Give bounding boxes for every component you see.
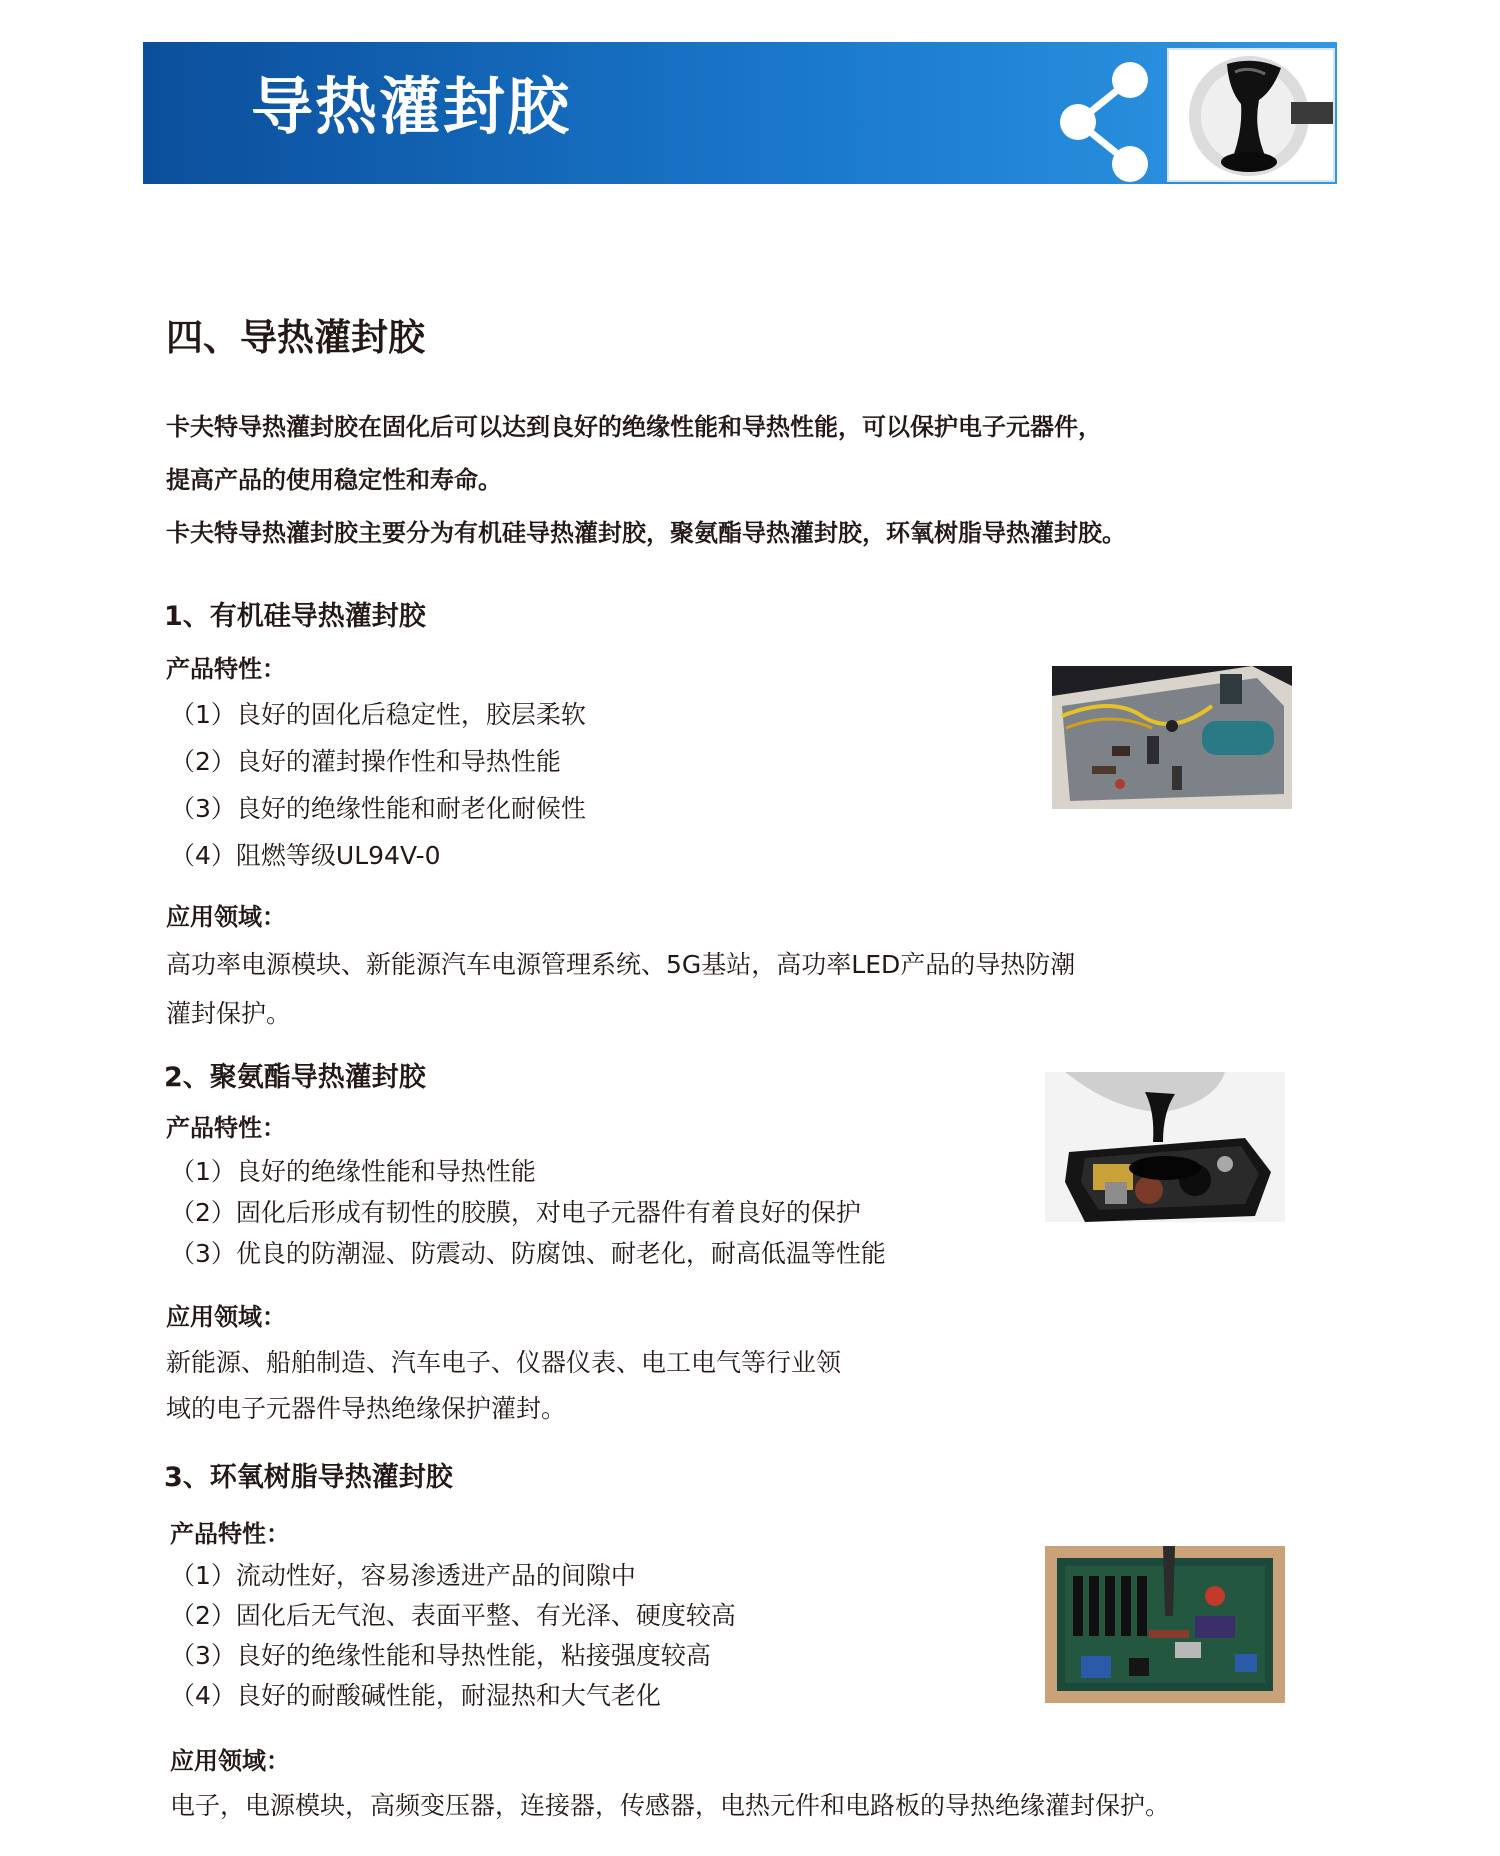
feature-item: （2）固化后无气泡、表面平整、有光泽、硬度较高 <box>170 1601 736 1630</box>
glue-pour-photo <box>1167 48 1335 182</box>
application-text: 电子，电源模块，高频变压器，连接器，传感器，电热元件和电路板的导热绝缘灌封保护。 <box>170 1791 1171 1820</box>
feature-item: （1）良好的绝缘性能和导热性能 <box>170 1157 536 1186</box>
feature-item: （2）固化后形成有韧性的胶膜，对电子元器件有着良好的保护 <box>170 1198 861 1227</box>
application-text: 域的电子元器件导热绝缘保护灌封。 <box>166 1394 567 1423</box>
polyurethane-pour-photo <box>1045 1072 1285 1222</box>
feature-item: （1）流动性好，容易渗透进产品的间隙中 <box>170 1561 636 1590</box>
feature-item: （3）优良的防潮湿、防震动、防腐蚀、耐老化，耐高低温等性能 <box>170 1239 886 1268</box>
section-title-epoxy: 3、环氧树脂导热灌封胶 <box>164 1462 453 1493</box>
feature-item: （3）良好的绝缘性能和导热性能，粘接强度较高 <box>170 1641 711 1670</box>
page-title: 四、导热灌封胶 <box>166 316 425 359</box>
features-label: 产品特性： <box>166 1114 286 1142</box>
banner-title: 导热灌封胶 <box>251 70 572 143</box>
silicone-pcb-photo <box>1052 666 1292 809</box>
application-label: 应用领域： <box>166 1303 286 1331</box>
feature-item: （3）良好的绝缘性能和耐老化耐候性 <box>170 794 586 823</box>
application-text: 新能源、船舶制造、汽车电子、仪器仪表、电工电气等行业领 <box>166 1348 842 1377</box>
feature-item: （1）良好的固化后稳定性，胶层柔软 <box>170 700 586 729</box>
intro-line-2: 提高产品的使用稳定性和寿命。 <box>166 466 502 494</box>
application-label: 应用领域： <box>166 903 286 931</box>
application-label: 应用领域： <box>170 1747 290 1775</box>
intro-line-1: 卡夫特导热灌封胶在固化后可以达到良好的绝缘性能和导热性能，可以保护电子元器件， <box>166 413 1102 441</box>
section-title-silicone: 1、有机硅导热灌封胶 <box>164 601 426 632</box>
epoxy-pcb-photo <box>1045 1546 1285 1703</box>
feature-item: （4）阻燃等级UL94V-0 <box>170 841 441 870</box>
feature-item: （2）良好的灌封操作性和导热性能 <box>170 747 561 776</box>
intro-line-3: 卡夫特导热灌封胶主要分为有机硅导热灌封胶，聚氨酯导热灌封胶，环氧树脂导热灌封胶。 <box>166 519 1126 547</box>
application-text: 高功率电源模块、新能源汽车电源管理系统、5G基站，高功率LED产品的导热防潮 <box>166 950 1076 979</box>
feature-item: （4）良好的耐酸碱性能，耐湿热和大气老化 <box>170 1681 661 1710</box>
features-label: 产品特性： <box>166 655 286 683</box>
application-text: 灌封保护。 <box>166 999 292 1028</box>
features-label: 产品特性： <box>170 1520 290 1548</box>
header-banner <box>143 42 1337 184</box>
section-title-polyurethane: 2、聚氨酯导热灌封胶 <box>164 1062 426 1093</box>
